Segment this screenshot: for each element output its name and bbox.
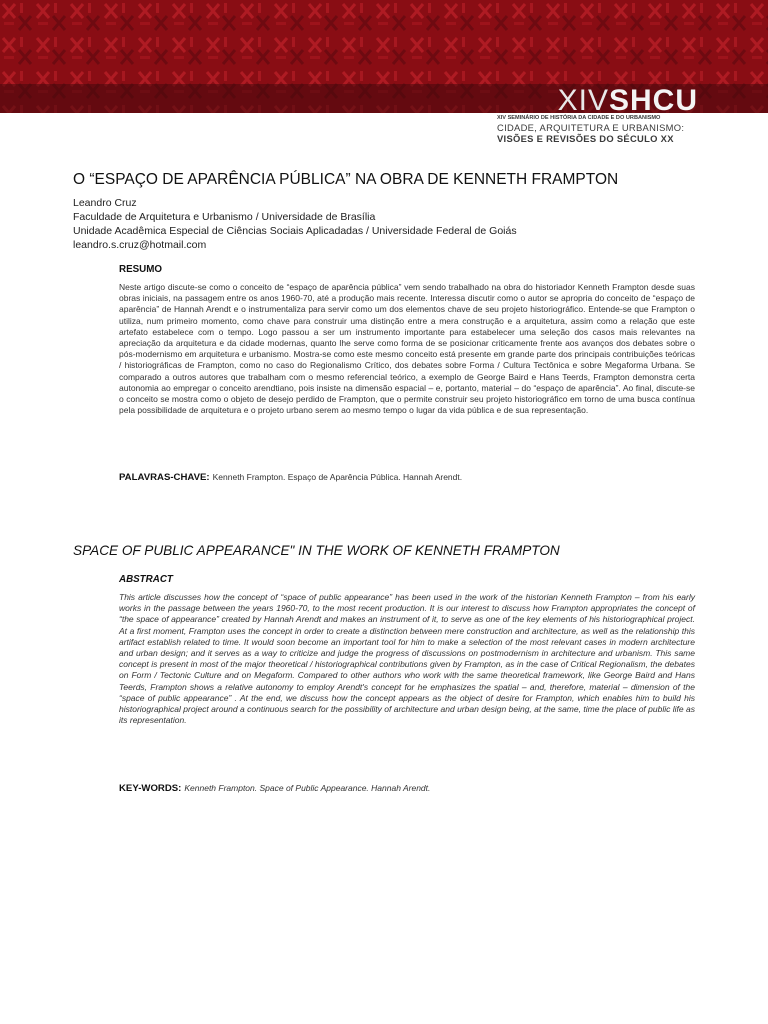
abstract-text: This article discusses how the concept of “space of public appearance” has been used in the work of the historian Kenneth Frampton – from his early works in the passage between the years 1960-70, to the most recent production. It is our interest to discuss how Frampton appropriates the concept of “the space of appearance” created by Hannah Arendt and makes an instrument of it, to serve as one of the key elements of his historiographical project. At a first moment, Frampton uses the concept in order to create a distinction between mere construction and architecture, as well as the relationship this artifact establish related to time. It would soon become an important tool for him to make a selection of the most relevant cases in modern architecture and urban design; and it serves as a way to criticize and judge the progress of discussions on postmodernism in architecture and urbanism. This same concept is present in most of the major theoretical / historiographical contributions given by Frampton, as in the case of Critical Regionalism, the debates on Form / Tectonic Culture and on Megaform. Compared to other authors who work with the same theoretical framework, like George Baird and Hans Teerds, Frampton shows a relative autonomy to employ Arendt's concept for he emphasizes the spatial – and, therefore, material – dimension of the “space of public appearance” . At the end, we discuss how the concept appears as the object of desire for Frampton, which enables him to build his historiographical project around a continuous search for the possibility of architecture and urban design being, at the same, time the place of public life as its representation. — [119, 592, 695, 726]
affiliation-2: Unidade Acadêmica Especial de Ciências Sociais Aplicadadas / Universidade Federal de Goiás — [73, 225, 517, 237]
affiliation-1: Faculdade de Arquitetura e Urbanismo / Universidade de Brasília — [73, 211, 376, 223]
palavras-chave — [119, 471, 695, 484]
author-name: Leandro Cruz — [73, 197, 137, 209]
event-name: XIV SEMINÁRIO DE HISTÓRIA DA CIDADE E DO URBANISMO — [497, 115, 661, 121]
resumo-heading: RESUMO — [119, 264, 163, 275]
resumo-text: Neste artigo discute-se como o conceito de “espaço de aparência pública” vem sendo trabalhado na obra do historiador Kenneth Frampton desde suas obras iniciais, na passagem entre os anos 1960-70, até a produção mais recente. Interessa discutir como o autor se apropria do conceito de “espaço de aparência” de Hannah Arendt e o instrumentaliza para servir como um dos elementos chave de seu projeto historiográfico. Entende-se que Frampton o utiliza, num primeiro momento, como chave para construir uma distinção entre a mera construção e a arquitetura, assim como a relação que este artefato estabelece com o tempo. Logo passou a ser um instrumento importante para estabelecer uma seleção dos casos mais relevantes na apreciação da arquitetura e da cidade modernas, quanto lhe serve como forma de se posicionar criticamente frente aos avanços dos debates sobre o pós-modernismo em arquitetura e urbanismo. Mostra-se como este mesmo conceito está presente em grande parte dos principais contribuições teóricas / historiográficas de Frampton, como no caso do Regionalismo Crítico, dos debates sobre Forma / Cultura Tectônica e sobre Megaforma Urbana. Se comparado a outros autores que trabalham com o mesmo referencial teórico, a exemplo de George Baird e Hans Teerds, Frampton demonstra certa autonomia ao empregar o conceito arendtiano, pois insiste na dimensão espacial – e, portanto, material – do “espaço de aparência”. Ao final, discute-se o conceito se mostra como o objeto de desejo perdido de Frampton, que o permite construir seu projeto historiográfico em torno de uma busca contínua pela possibilidade de arquitetura e o projeto urbano serem ao mesmo tempo o lugar da vida pública e de sua representação. — [119, 282, 695, 416]
event-theme-line2: VISÕES E REVISÕES DO SÉCULO XX — [497, 133, 674, 144]
event-subtitle — [497, 114, 707, 144]
keywords-value: Kenneth Frampton. Espaço de Aparência Pública. Hannah Arendt. — [212, 472, 463, 482]
abstract-heading: ABSTRACT — [119, 574, 173, 585]
author-block — [73, 196, 713, 252]
author-email: leandro.s.cruz@hotmail.com — [73, 239, 207, 251]
keywords-label: PALAVRAS-CHAVE: — [119, 472, 210, 483]
key-words — [119, 782, 695, 795]
logo-shcu: SHCU — [608, 84, 698, 117]
paper-title: O “ESPAÇO DE APARÊNCIA PÚBLICA” NA OBRA DE KENNETH FRAMPTON — [73, 171, 619, 188]
english-title: SPACE OF PUBLIC APPEARANCE" IN THE WORK OF KENNETH FRAMPTON — [73, 543, 560, 558]
event-theme-line1: CIDADE, ARQUITETURA E URBANISMO: — [497, 122, 685, 133]
keywords-value-en: Kenneth Frampton. Space of Public Appearance. Hannah Arendt. — [184, 783, 431, 793]
logo-xiv: XIV — [557, 84, 609, 117]
keywords-label-en: KEY-WORDS: — [119, 783, 182, 794]
